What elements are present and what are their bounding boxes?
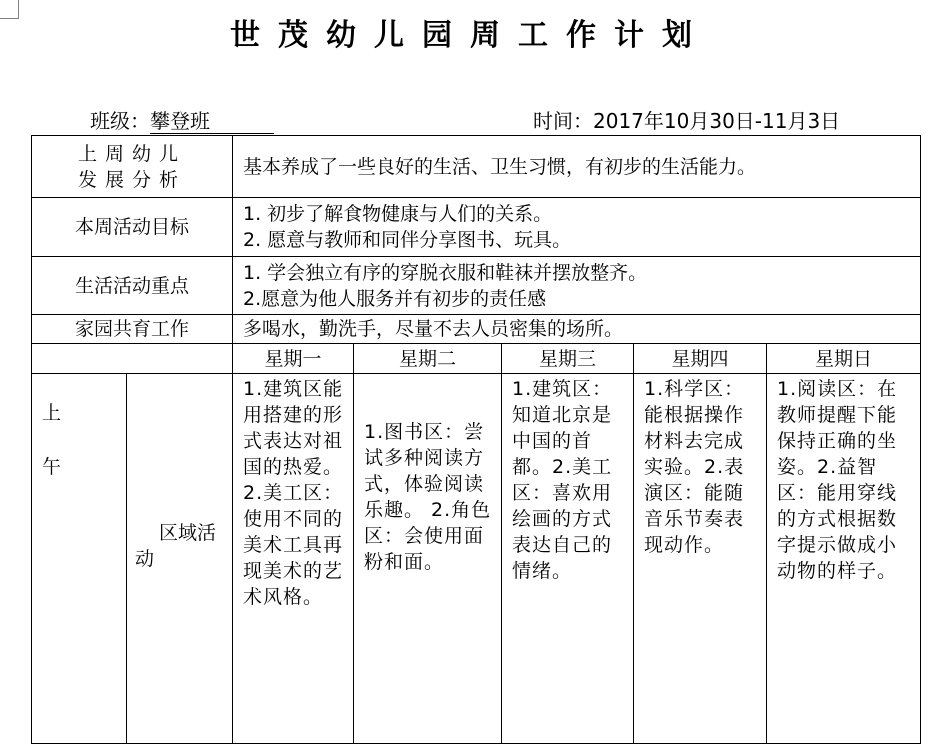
wednesday-activity: 1.建筑区：知道北京是中国的首都。2.美工区：喜欢用绘画的方式表达自己的情绪。 xyxy=(502,374,634,744)
day-header-monday: 星期一 xyxy=(233,344,354,374)
sunday-activity: 1.阅读区：在教师提醒下能保持正确的坐姿。2.益智区：能用穿线的方式根据数字提示做成小动物的样子。 xyxy=(767,374,921,744)
tuesday-activity: 1.图书区：尝试多种阅读方式，体验阅读乐趣。 2.角色区：会使用面粉和面。 xyxy=(354,374,502,744)
class-info xyxy=(90,107,274,135)
thursday-activity: 1.科学区：能根据操作材料去完成实验。2.表演区：能随音乐节奏表现动作。 xyxy=(634,374,767,744)
table-row xyxy=(32,198,921,257)
weekly-goals-label: 本周活动目标 xyxy=(32,198,233,257)
table-row xyxy=(32,315,921,344)
day-header-sunday: 星期日 xyxy=(767,344,921,374)
table-row xyxy=(32,344,921,374)
date-range: 时间：2017年10月30日-11月3日 xyxy=(533,109,841,133)
class-label: 班级： xyxy=(90,109,150,133)
day-header-thursday: 星期四 xyxy=(634,344,767,374)
table-row xyxy=(32,136,921,198)
table-row xyxy=(32,257,921,315)
monday-activity: 1.建筑区能用搭建的形式表达对祖国的热爱。2.美工区：使用不同的美术工具再现美术的艺术风格。 xyxy=(233,374,354,744)
home-school-work: 多喝水，勤洗手，尽量不去人员密集的场所。 xyxy=(233,315,921,344)
class-value: 攀登班 xyxy=(150,109,274,134)
home-school-label: 家园共育工作 xyxy=(32,315,233,344)
document-title: 世茂幼儿园周工作计划 xyxy=(230,18,710,53)
life-focus: 1. 学会独立有序的穿脱衣服和鞋袜并摆放整齐。 2.愿意为他人服务并有初步的责任感 xyxy=(233,257,921,315)
day-header-wednesday: 星期三 xyxy=(502,344,634,374)
last-week-analysis: 基本养成了一些良好的生活、卫生习惯，有初步的生活能力。 xyxy=(233,136,921,198)
day-header-tuesday: 星期二 xyxy=(354,344,502,374)
weekly-plan-table xyxy=(31,135,921,744)
life-focus-label: 生活活动重点 xyxy=(32,257,233,315)
last-week-label: 上周幼儿 发展分析 xyxy=(32,136,233,198)
blank-header-cell xyxy=(32,344,233,374)
table-row xyxy=(32,374,921,744)
weekly-goals: 1. 初步了解食物健康与人们的关系。 2. 愿意与教师和同伴分享图书、玩具。 xyxy=(233,198,921,257)
morning-label: 上 午 xyxy=(32,374,127,744)
area-activity-label: 区域活动 xyxy=(127,374,233,744)
